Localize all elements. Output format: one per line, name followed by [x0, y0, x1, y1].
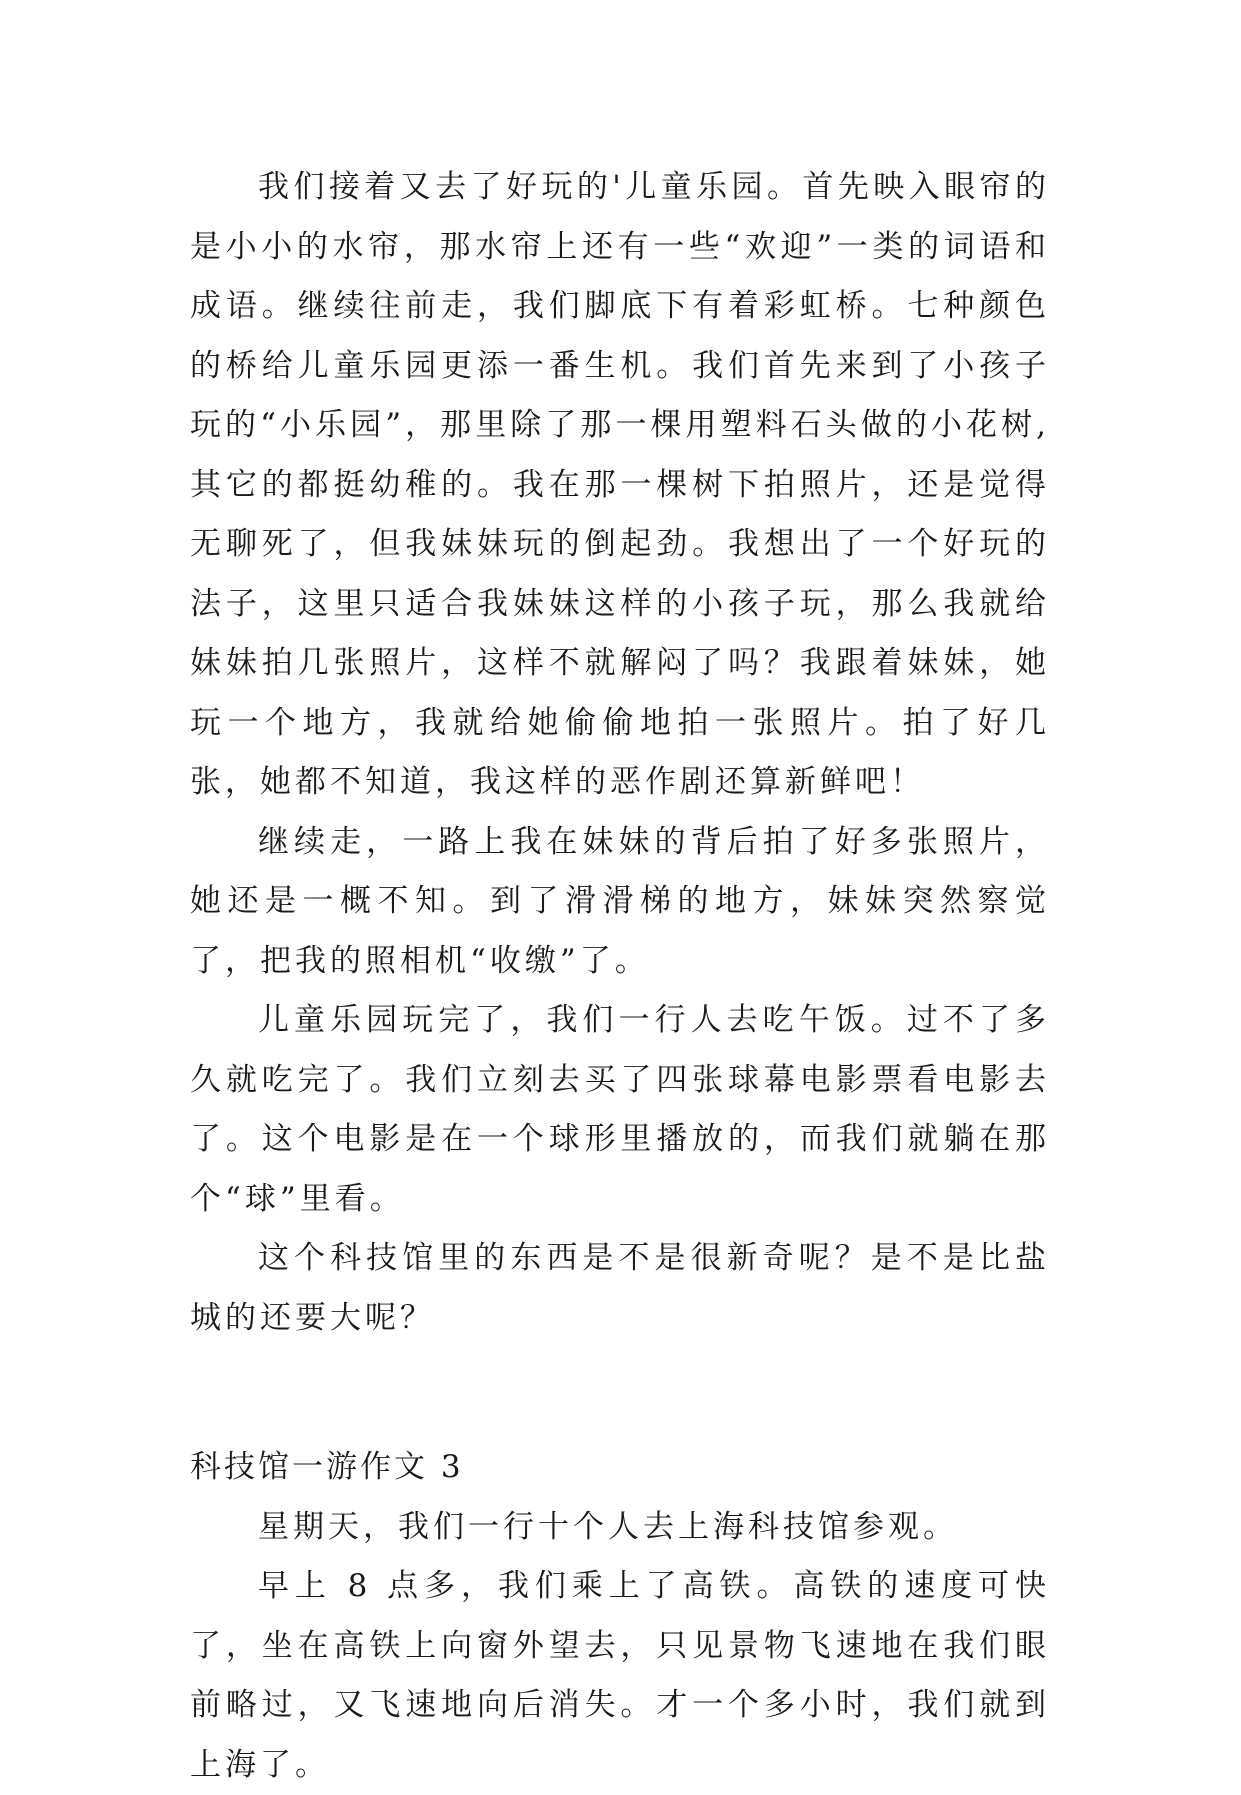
section-title: 科技馆一游作文 3	[190, 1449, 464, 1485]
paragraph-5: 星期天，我们一行十个人去上海科技馆参观。	[258, 1508, 958, 1545]
section-spacer	[190, 1348, 1050, 1438]
paragraph-1: 我们接着又去了好玩的'儿童乐园。首先映入眼帘的是小小的水帘，那水帘上还有一些“欢迎”一类的词语和成语。继续往前走，我们脚底下有着彩虹桥。七种颜色的桥给儿童乐园更添一番生机。我们首先来到了小孩子玩的“小乐园”，那里除了那一棵用塑料石头做的小花树,其它的都挺幼稚的。我在那一棵树下拍照片，还是觉得无聊死了，但我妹妹玩的倒起劲。我想出了一个好玩的法子，这里只适合我妹妹这样的小孩子玩，那么我就给妹妹拍几张照片，这样不就解闷了吗？我跟着妹妹，她玩一个地方，我就给她偷偷地拍一张照片。拍了好几张，她都不知道，我这样的恶作剧还算新鲜吧！	[190, 169, 1050, 800]
document-page	[190, 158, 1050, 1795]
paragraph-3: 儿童乐园玩完了，我们一行人去吃午饭。过不了多久就吃完了。我们立刻去买了四张球幕电影票看电影去了。这个电影是在一个球形里播放的，而我们就躺在那个“球”里看。	[190, 1002, 1050, 1217]
paragraph-6: 早上 8 点多，我们乘上了高铁。高铁的速度可快了，坐在高铁上向窗外望去，只见景物飞速地在我们眼前略过，又飞速地向后消失。才一个多小时，我们就到上海了。	[190, 1568, 1050, 1783]
paragraph-2: 继续走，一路上我在妹妹的背后拍了好多张照片，她还是一概不知。到了滑滑梯的地方，妹妹突然察觉了，把我的照相机“收缴”了。	[190, 823, 1050, 979]
paragraph-4: 这个科技馆里的东西是不是很新奇呢？是不是比盐城的还要大呢？	[190, 1240, 1050, 1336]
